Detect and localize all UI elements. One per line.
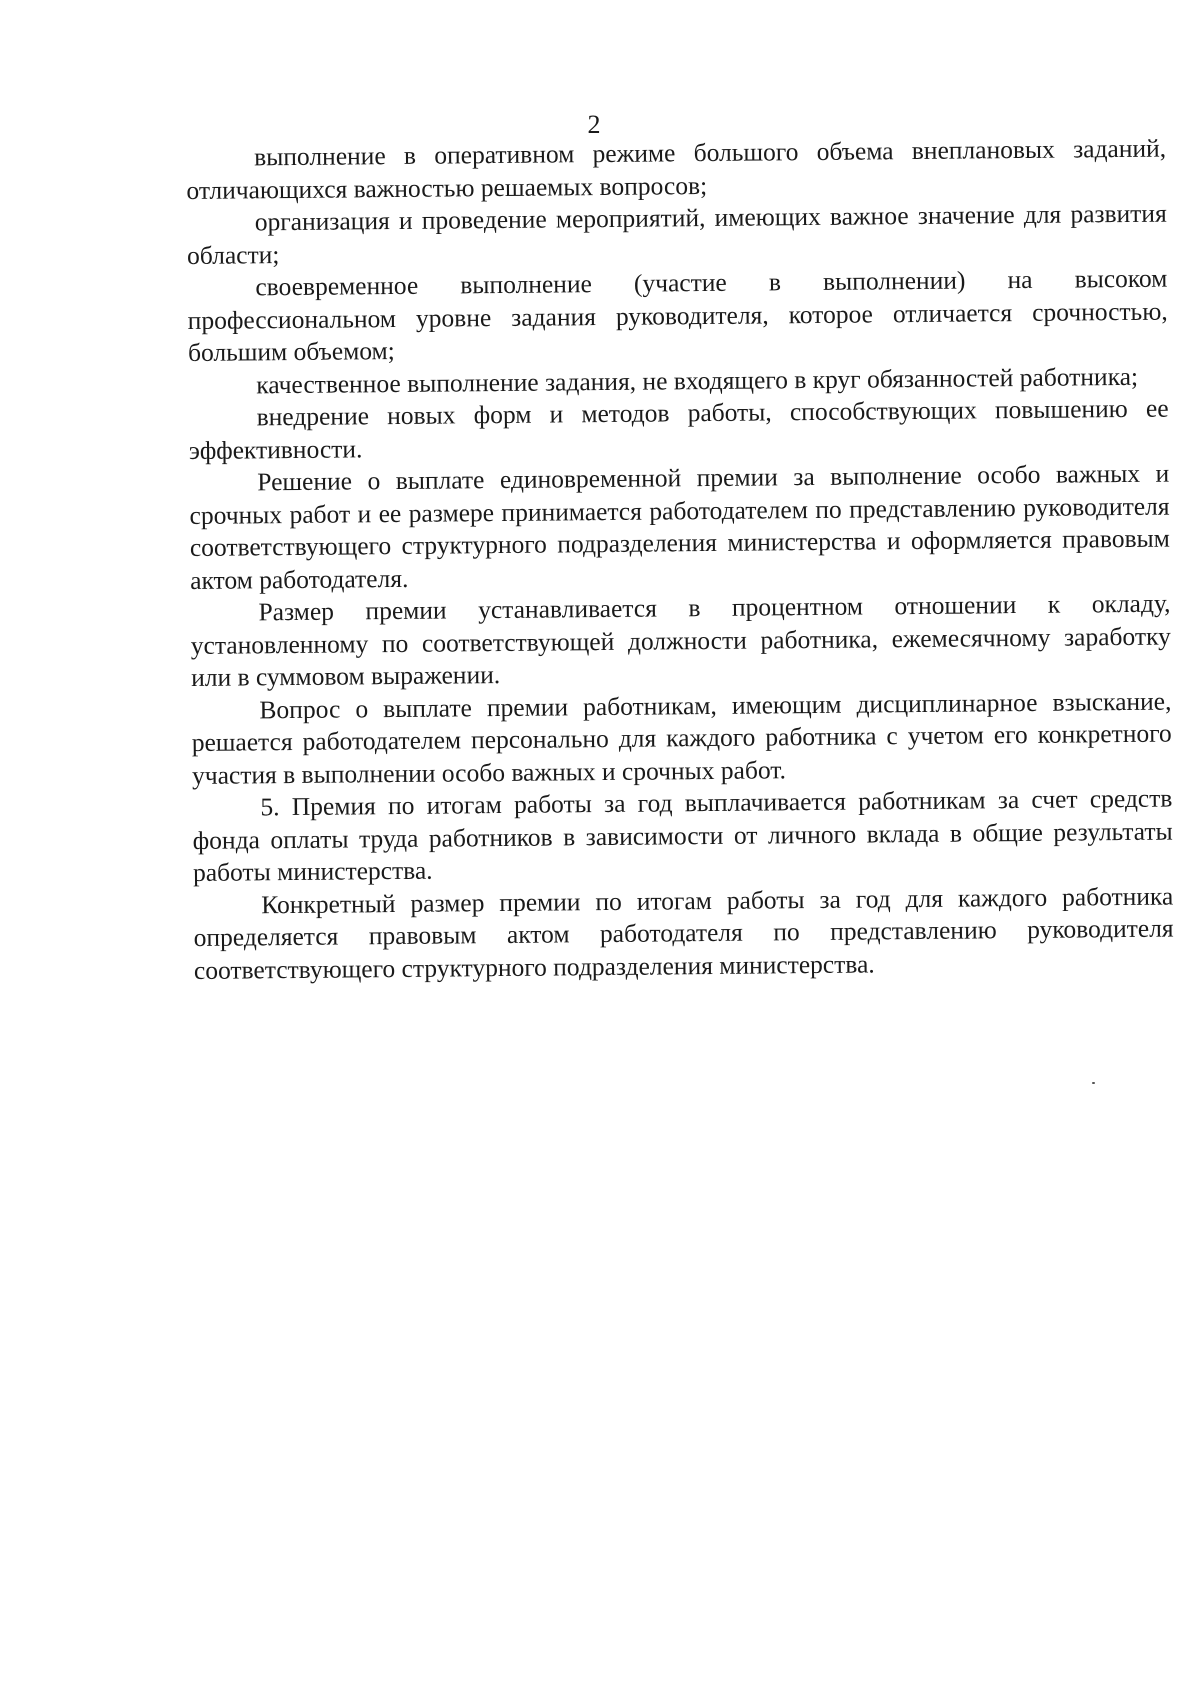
list-item: качественное выполнение задания, не входящего в круг обязанностей работника; [256, 361, 1139, 399]
paragraph: Размер премии устанавливается в процентном отношении к окладу, установленному по соответствующей должности работника, ежемесячному заработку или в суммовом выражении. [190, 588, 1171, 692]
paragraph: Конкретный размер премии по итогам работы за год для каждого работника определяется правовым актом работодателя по представлению руководителя соответствующего структурного подразделения министерства. [193, 881, 1174, 985]
page-number: 2 [587, 110, 601, 139]
list-item: внедрение новых форм и методов работы, способствующих повышению ее эффективности. [188, 393, 1169, 465]
paragraph: Вопрос о выплате премии работникам, имеющим дисциплинарное взыскание, решается работодателем персонально для каждого работника с учетом его конкретного участия в выполнении особо важных и срочных работ. [191, 686, 1172, 790]
list-item: выполнение в оперативном режиме большого объема внеплановых заданий, отличающихся важностью решаемых вопросов; [186, 133, 1167, 205]
numbered-paragraph: 5. Премия по итогам работы за год выплачивается работникам за счет средств фонда оплаты труда работников в зависимости от личного вклада в общие результаты работы министерства. [192, 783, 1173, 887]
list-item: организация и проведение мероприятий, имеющих важное значение для развития области; [186, 198, 1167, 270]
document-body [186, 133, 1174, 987]
scan-artifact [1092, 1082, 1095, 1084]
paragraph: Решение о выплате единовременной премии за выполнение особо важных и срочных работ и ее размере принимается работодателем по представлению руководителя соответствующего структурного подразделения министерства и оформляется правовым актом работодателя. [189, 458, 1170, 595]
list-item: своевременное выполнение (участие в выполнении) на высоком профессиональном уровне задания руководителя, которое отличается срочностью, большим объемом; [187, 263, 1168, 367]
